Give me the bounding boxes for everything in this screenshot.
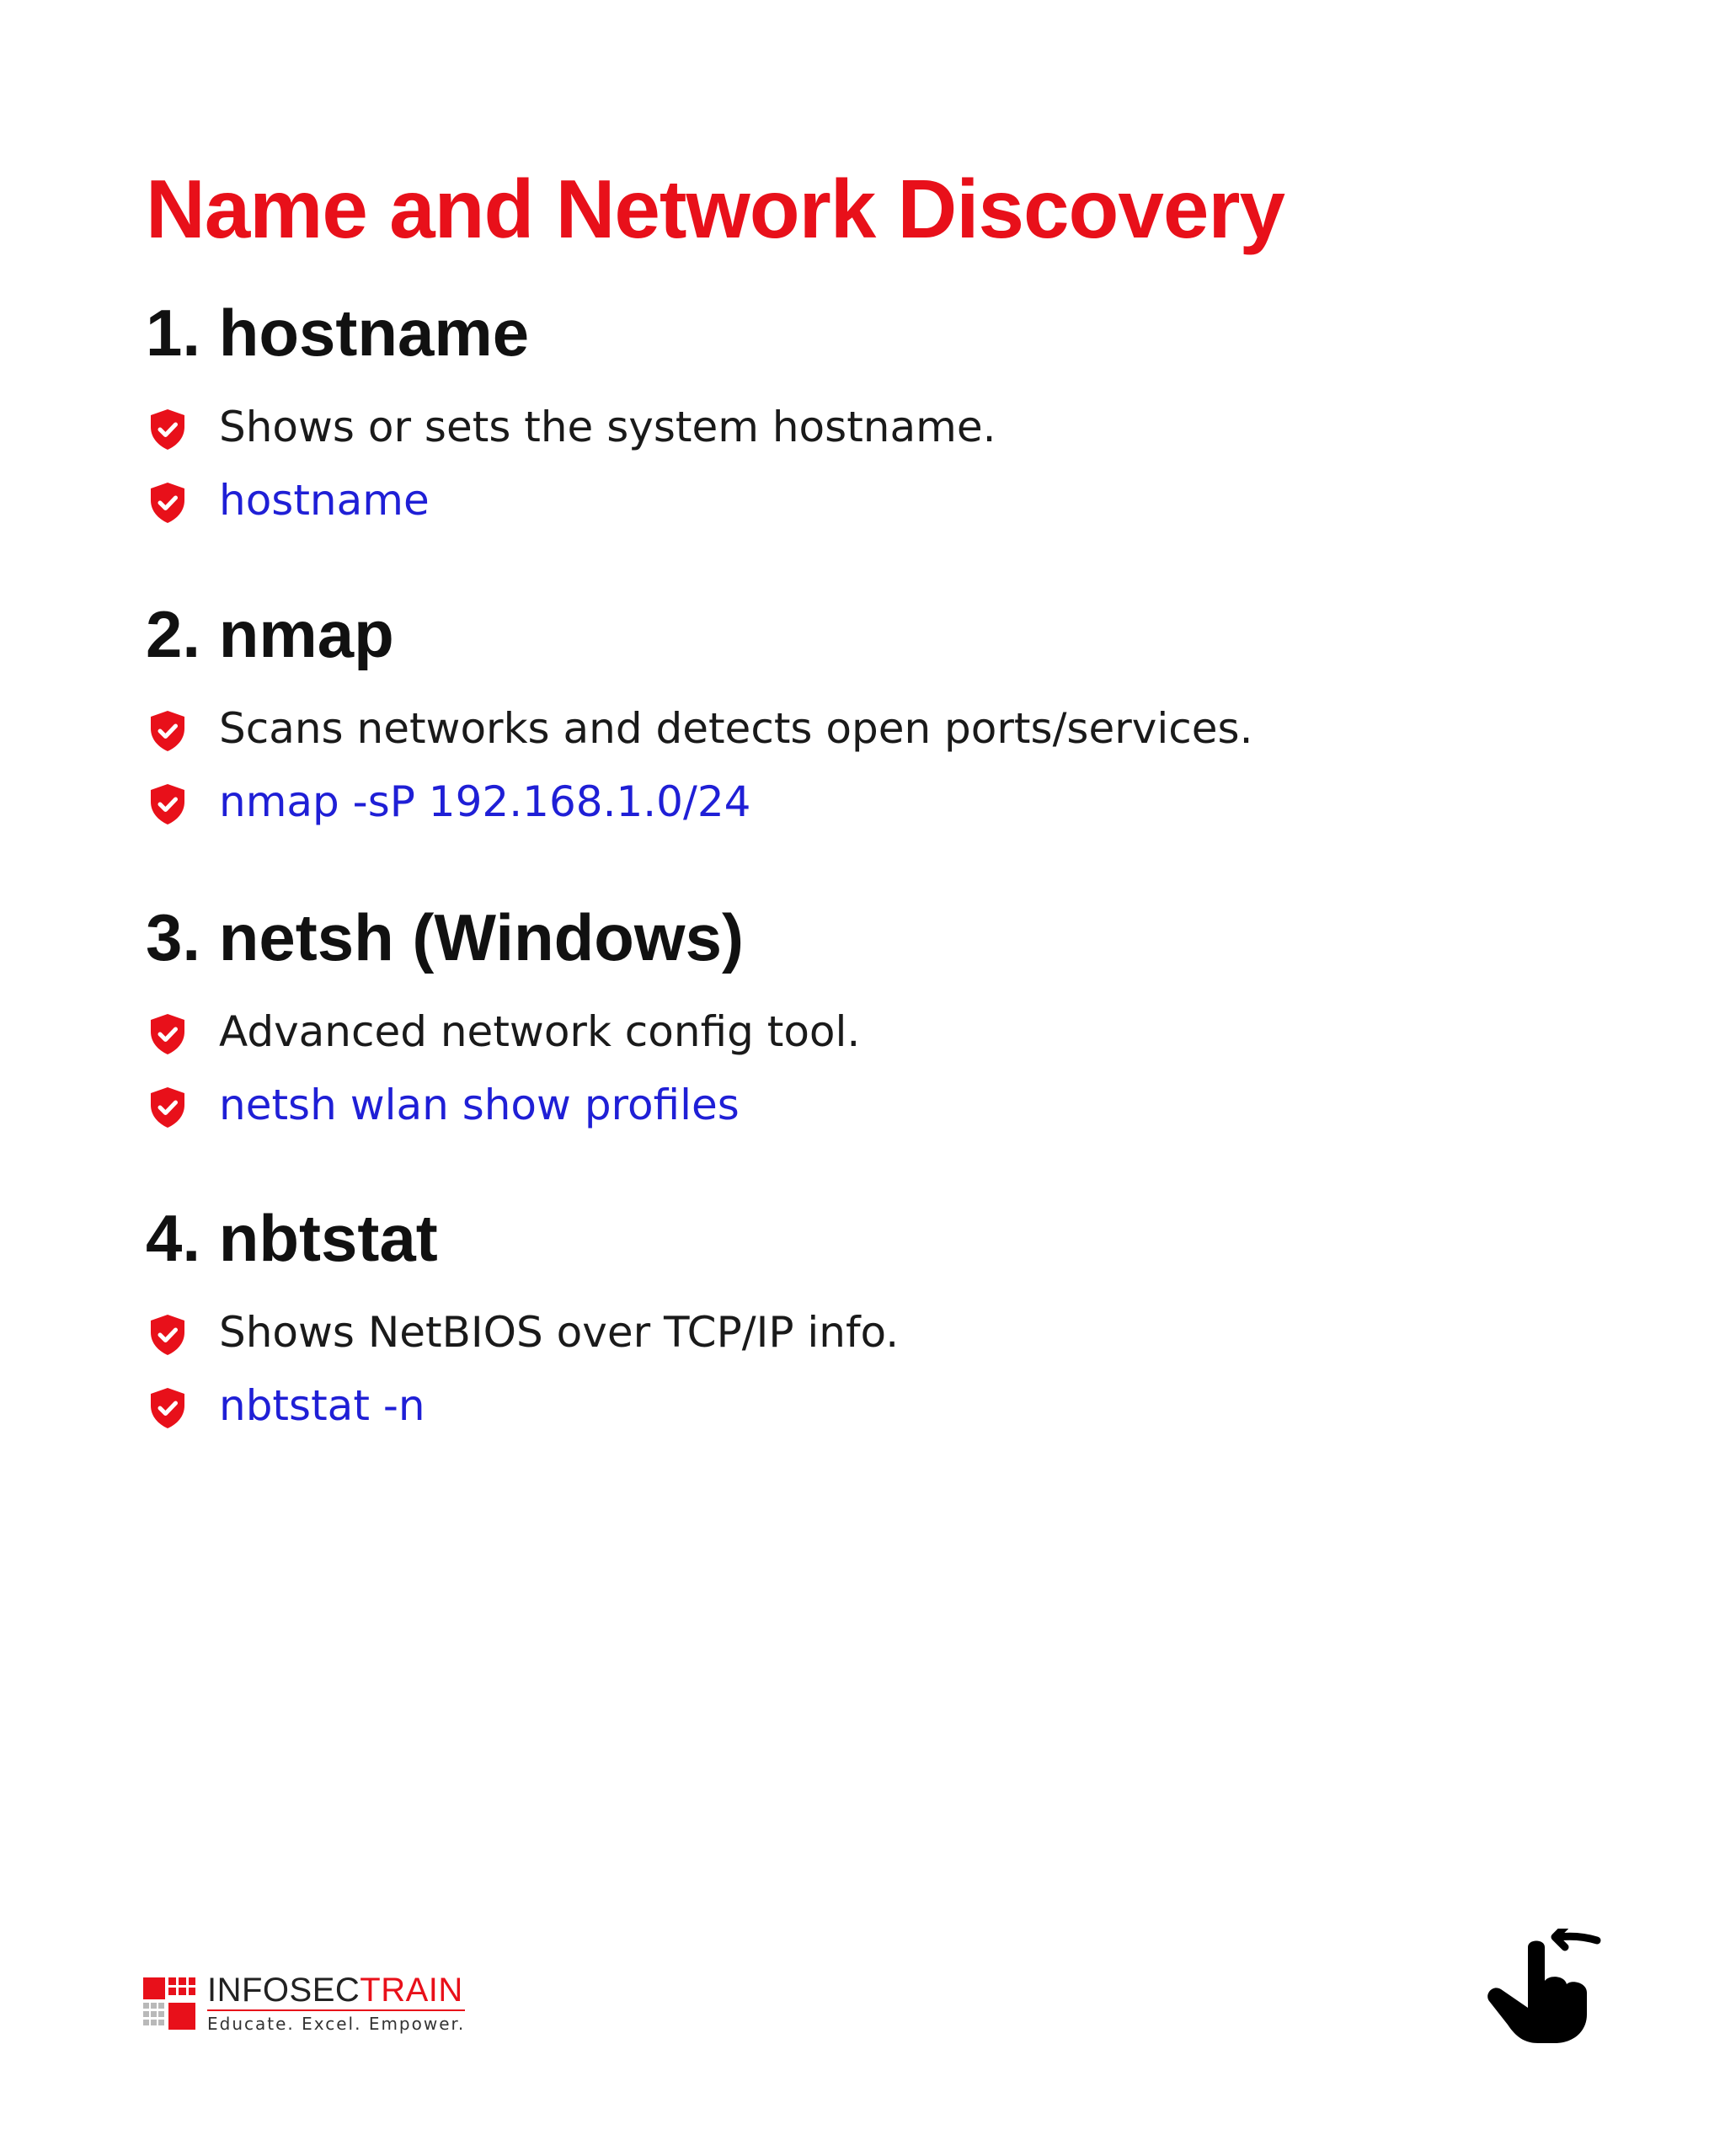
brand-name-part1: INFOSEC bbox=[207, 1972, 360, 2009]
section-nbtstat bbox=[146, 1196, 899, 1435]
section-nmap bbox=[146, 592, 1252, 831]
shield-check-icon bbox=[149, 482, 186, 524]
section-netsh bbox=[146, 895, 860, 1134]
shield-check-icon bbox=[149, 783, 186, 825]
description-text: Advanced network config tool. bbox=[219, 1007, 861, 1056]
section-heading: 3. netsh (Windows) bbox=[146, 900, 744, 974]
section-hostname bbox=[146, 291, 996, 530]
command-text: hostname bbox=[219, 476, 430, 525]
list-item-command bbox=[146, 1376, 899, 1435]
list-item-description bbox=[146, 1002, 860, 1061]
command-text: nbtstat -n bbox=[219, 1381, 425, 1430]
list-item-command bbox=[146, 772, 1252, 831]
command-text: nmap -sP 192.168.1.0/24 bbox=[219, 777, 751, 826]
brand-logo bbox=[143, 1973, 465, 2033]
page-title: Name and Network Discovery bbox=[146, 163, 1284, 255]
shield-check-icon bbox=[149, 1314, 186, 1356]
shield-check-icon bbox=[149, 408, 186, 451]
section-heading: 2. nmap bbox=[146, 597, 394, 671]
logo-grid-icon bbox=[143, 1977, 195, 2030]
shield-check-icon bbox=[149, 1387, 186, 1429]
swipe-left-hand-icon bbox=[1484, 1929, 1602, 2047]
list-item-description bbox=[146, 1303, 899, 1362]
description-text: Shows NetBIOS over TCP/IP info. bbox=[219, 1308, 900, 1357]
logo-text bbox=[207, 1973, 465, 2033]
shield-check-icon bbox=[149, 710, 186, 752]
section-heading: 4. nbtstat bbox=[146, 1201, 438, 1275]
list-item-command bbox=[146, 471, 996, 530]
brand-name-part2: TRAIN bbox=[360, 1972, 463, 2009]
shield-check-icon bbox=[149, 1086, 186, 1129]
list-item-description bbox=[146, 398, 996, 456]
brand-name bbox=[207, 1973, 465, 2007]
description-text: Shows or sets the system hostname. bbox=[219, 403, 996, 451]
list-item-command bbox=[146, 1075, 860, 1134]
description-text: Scans networks and detects open ports/services. bbox=[219, 704, 1253, 753]
logo-divider bbox=[207, 2009, 465, 2011]
command-text: netsh wlan show profiles bbox=[219, 1081, 740, 1129]
shield-check-icon bbox=[149, 1013, 186, 1055]
list-item-description bbox=[146, 699, 1252, 758]
section-heading: 1. hostname bbox=[146, 296, 530, 370]
brand-tagline: Educate. Excel. Empower. bbox=[207, 2014, 466, 2034]
